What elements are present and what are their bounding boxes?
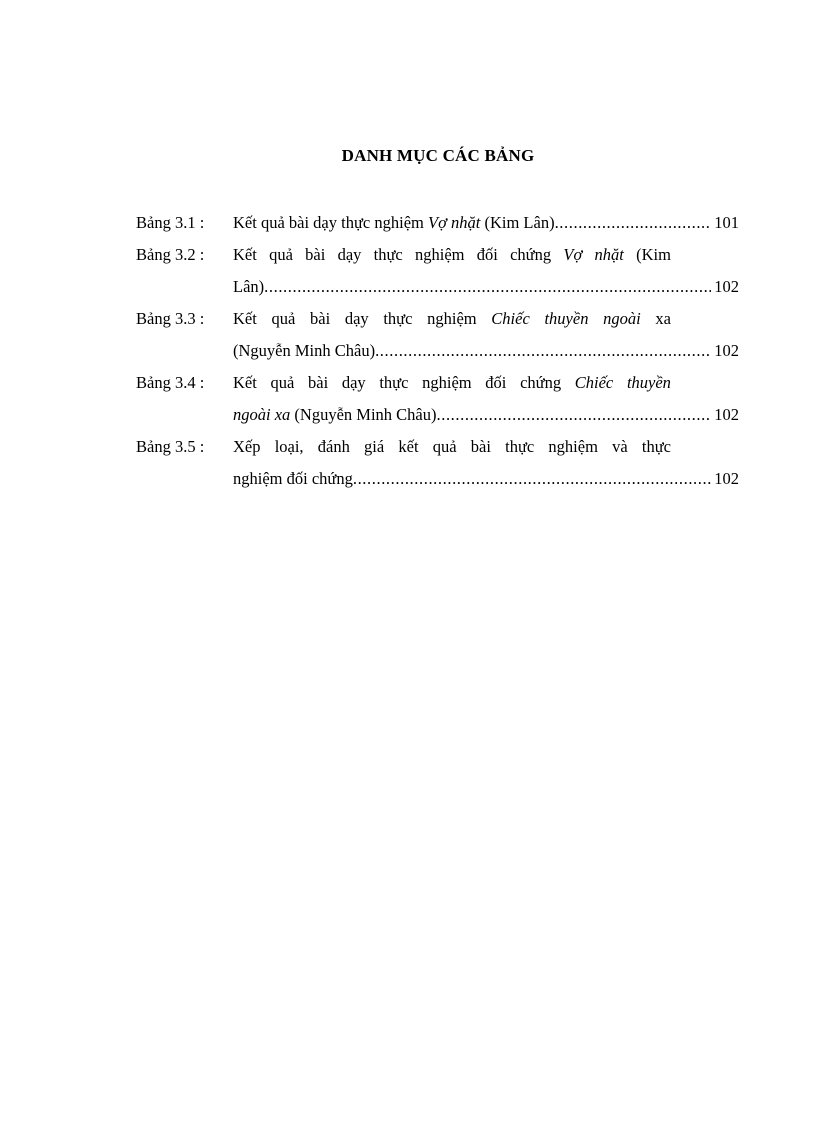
entry-body — [233, 431, 739, 495]
entry-line — [233, 271, 739, 303]
entry-body — [233, 207, 739, 239]
toc-entry — [136, 207, 739, 239]
entry-word: dạy — [337, 245, 362, 264]
entry-word: thuyền — [626, 373, 671, 392]
entry-word: quả — [432, 437, 457, 456]
entry-word: đối — [485, 373, 507, 392]
entry-word: Chiếc — [491, 309, 530, 328]
entry-line — [233, 303, 671, 335]
entry-label: Bảng 3.3 : — [136, 309, 205, 328]
entry-line — [233, 399, 739, 431]
entry-word: kết — [398, 437, 419, 456]
entry-body — [233, 239, 739, 303]
page-number: 102 — [714, 405, 739, 424]
dot-leader — [353, 463, 711, 495]
entry-word: Chiếc — [574, 373, 614, 392]
entry-word: (Kim — [636, 245, 671, 264]
entry-text-part: Kết quả bài dạy thực nghiệm — [233, 213, 428, 232]
page-number: 102 — [714, 341, 739, 360]
entry-text — [233, 271, 264, 303]
dot-leader — [555, 207, 712, 239]
entry-word: loại, — [274, 437, 304, 456]
entry-word: thực — [641, 437, 671, 456]
entry-word: nhặt — [594, 245, 624, 264]
entry-word: thực — [505, 437, 535, 456]
entry-word: đối — [476, 245, 498, 264]
entry-word: thuyền — [544, 309, 589, 328]
toc-entry — [136, 239, 739, 303]
entry-word: dạy — [344, 309, 369, 328]
page-title: DANH MỤC CÁC BẢNG — [341, 146, 535, 165]
entry-word: quả — [269, 245, 293, 264]
entry-text — [233, 399, 437, 431]
entry-text-part: Vợ nhặt — [427, 213, 481, 232]
entry-word: bài — [308, 373, 329, 392]
entry-word: Kết — [233, 373, 257, 392]
entry-word: đánh — [317, 437, 350, 456]
entry-word: giá — [364, 437, 385, 456]
entry-text — [233, 207, 555, 239]
entry-word: dạy — [341, 373, 366, 392]
entry-word: chứng — [520, 373, 562, 392]
entry-text-part: Lân) — [233, 277, 265, 296]
entry-word: bài — [470, 437, 491, 456]
entry-body — [233, 367, 739, 431]
entry-word: quả — [270, 373, 295, 392]
entry-word: quả — [271, 309, 296, 328]
entry-word: nghiệm — [548, 437, 598, 456]
entry-word: Kết — [233, 309, 257, 328]
entry-text-part: (Nguyễn Minh Châu) — [233, 341, 376, 360]
entry-word: xa — [655, 309, 671, 328]
entry-line — [233, 431, 671, 463]
entry-label: Bảng 3.4 : — [136, 373, 205, 392]
entry-line — [233, 335, 739, 367]
entry-body — [233, 303, 739, 367]
entry-label: Bảng 3.5 : — [136, 437, 205, 456]
page-number: 102 — [714, 277, 739, 296]
entry-word: nghiệm — [415, 245, 465, 264]
toc-entry — [136, 367, 739, 431]
entry-text-part: (Nguyễn Minh Châu) — [290, 405, 437, 424]
dot-leader — [437, 399, 712, 431]
entry-text — [233, 463, 353, 495]
entry-word: ngoài — [603, 309, 641, 328]
dot-leader — [264, 271, 711, 303]
page-number: 102 — [714, 469, 739, 488]
entry-label: Bảng 3.1 : — [136, 213, 205, 232]
entry-word: Xếp — [233, 437, 261, 456]
entry-line — [233, 463, 739, 495]
entry-word: nghiệm — [427, 309, 477, 328]
entry-line — [233, 207, 739, 239]
page-number: 101 — [714, 213, 739, 232]
entry-label: Bảng 3.2 : — [136, 245, 205, 264]
entry-word: thực — [373, 245, 403, 264]
dot-leader — [375, 335, 711, 367]
entry-word: thực — [379, 373, 409, 392]
entry-text-part: ngoài xa — [233, 405, 291, 424]
entry-text-part: nghiệm đối chứng — [233, 469, 353, 488]
entry-word: Kết — [233, 245, 257, 264]
entry-word: chứng — [510, 245, 552, 264]
entry-word: và — [612, 437, 628, 456]
entry-word: bài — [310, 309, 331, 328]
entry-word: thực — [383, 309, 413, 328]
entry-line — [233, 239, 671, 271]
toc-entry — [136, 431, 739, 495]
entry-word: nghiệm — [422, 373, 472, 392]
entry-line — [233, 367, 671, 399]
entry-text — [233, 335, 375, 367]
entry-word: bài — [305, 245, 326, 264]
entry-text-part: (Kim Lân) — [480, 213, 555, 232]
entry-word: Vợ — [563, 245, 583, 264]
toc-entry — [136, 303, 739, 367]
table-list — [136, 207, 739, 495]
